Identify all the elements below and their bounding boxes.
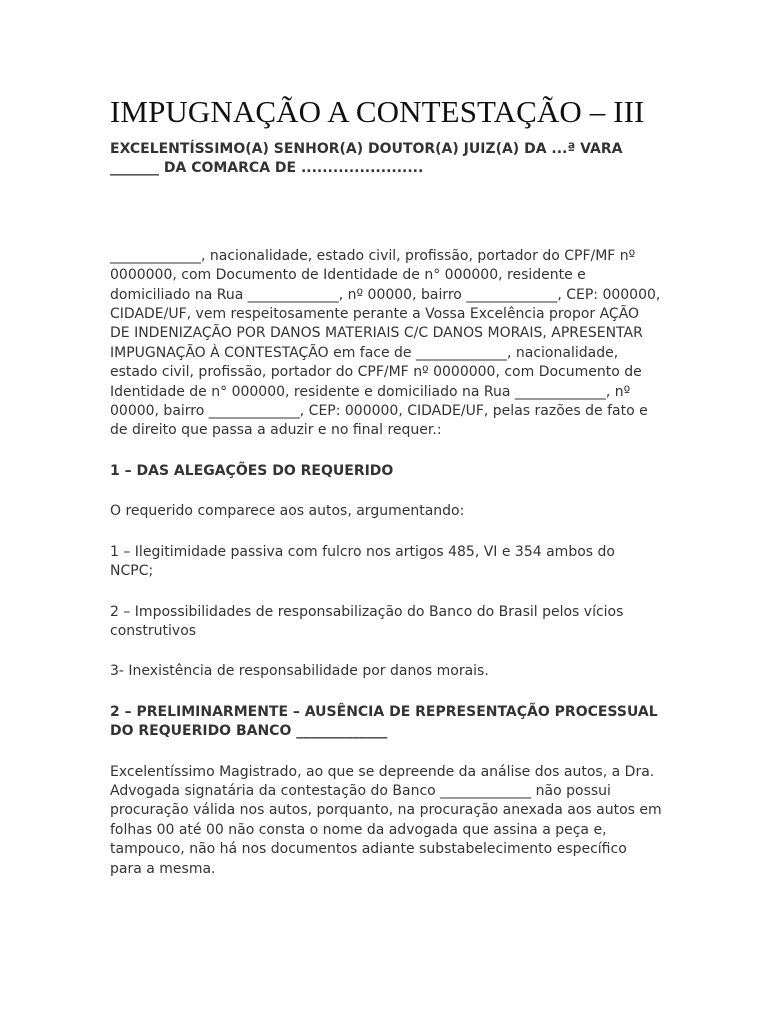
section-heading-allegations: 1 – DAS ALEGAÇÕES DO REQUERIDO bbox=[110, 462, 394, 479]
paragraph-representation: Excelentíssimo Magistrado, ao que se depreende da análise dos autos, a Dra. Advogada signatária da contestação do Banco _____________ não possui procuração válida nos autos, porquanto, na procuração anexada aos autos em folhas 00 até 00 não consta o nome da advogada que assina a peça e, tampouco, não há nos documentos adiante substabelecimento específico para a mesma. bbox=[110, 763, 662, 877]
addressee-heading: EXCELENTÍSSIMO(A) SENHOR(A) DOUTOR(A) JUIZ(A) DA ...ª VARA _______ DA COMARCA DE ....................... bbox=[110, 141, 623, 177]
section-heading-preliminary: 2 – PRELIMINARMENTE – AUSÊNCIA DE REPRESENTAÇÃO PROCESSUAL DO REQUERIDO BANCO _____________ bbox=[110, 703, 658, 740]
paragraph-argument-3: 3- Inexistência de responsabilidade por danos morais. bbox=[110, 663, 489, 680]
intro-paragraph: _____________, nacionalidade, estado civil, profissão, portador do CPF/MF nº 0000000, com Documento de Identidade de n° 000000, residente e domiciliado na Rua _____________, nº 00000, bairro _____________, CEP: 000000, CIDADE/UF, vem respeitosamente perante a Vossa Excelência propor AÇÃO DE INDENIZAÇÃO POR DANOS MATERIAIS C/C DANOS MORAIS, APRESENTAR IMPUGNAÇÃO À CONTESTAÇÃO em face de _____________, nacionalidade, estado civil, profissão, portador do CPF/MF nº 0000000, com Documento de Identidade de n° 000000, residente e domiciliado na Rua _____________, nº 00000, bairro _____________, CEP: 000000, CIDADE/UF, pelas razões de fato e de direito que passa a aduzir e no final requer.: bbox=[110, 247, 661, 439]
document-body bbox=[110, 92, 662, 879]
paragraph-argument-1: 1 – Ilegitimidade passiva com fulcro nos artigos 485, VI e 354 ambos do NCPC; bbox=[110, 543, 615, 580]
paragraph-argument-2: 2 – Impossibilidades de responsabilização do Banco do Brasil pelos vícios construtivos bbox=[110, 603, 624, 639]
paragraph-argument-intro: O requerido comparece aos autos, argumentando: bbox=[110, 503, 465, 520]
document-title: IMPUGNAÇÃO A CONTESTAÇÃO – III bbox=[110, 94, 645, 129]
